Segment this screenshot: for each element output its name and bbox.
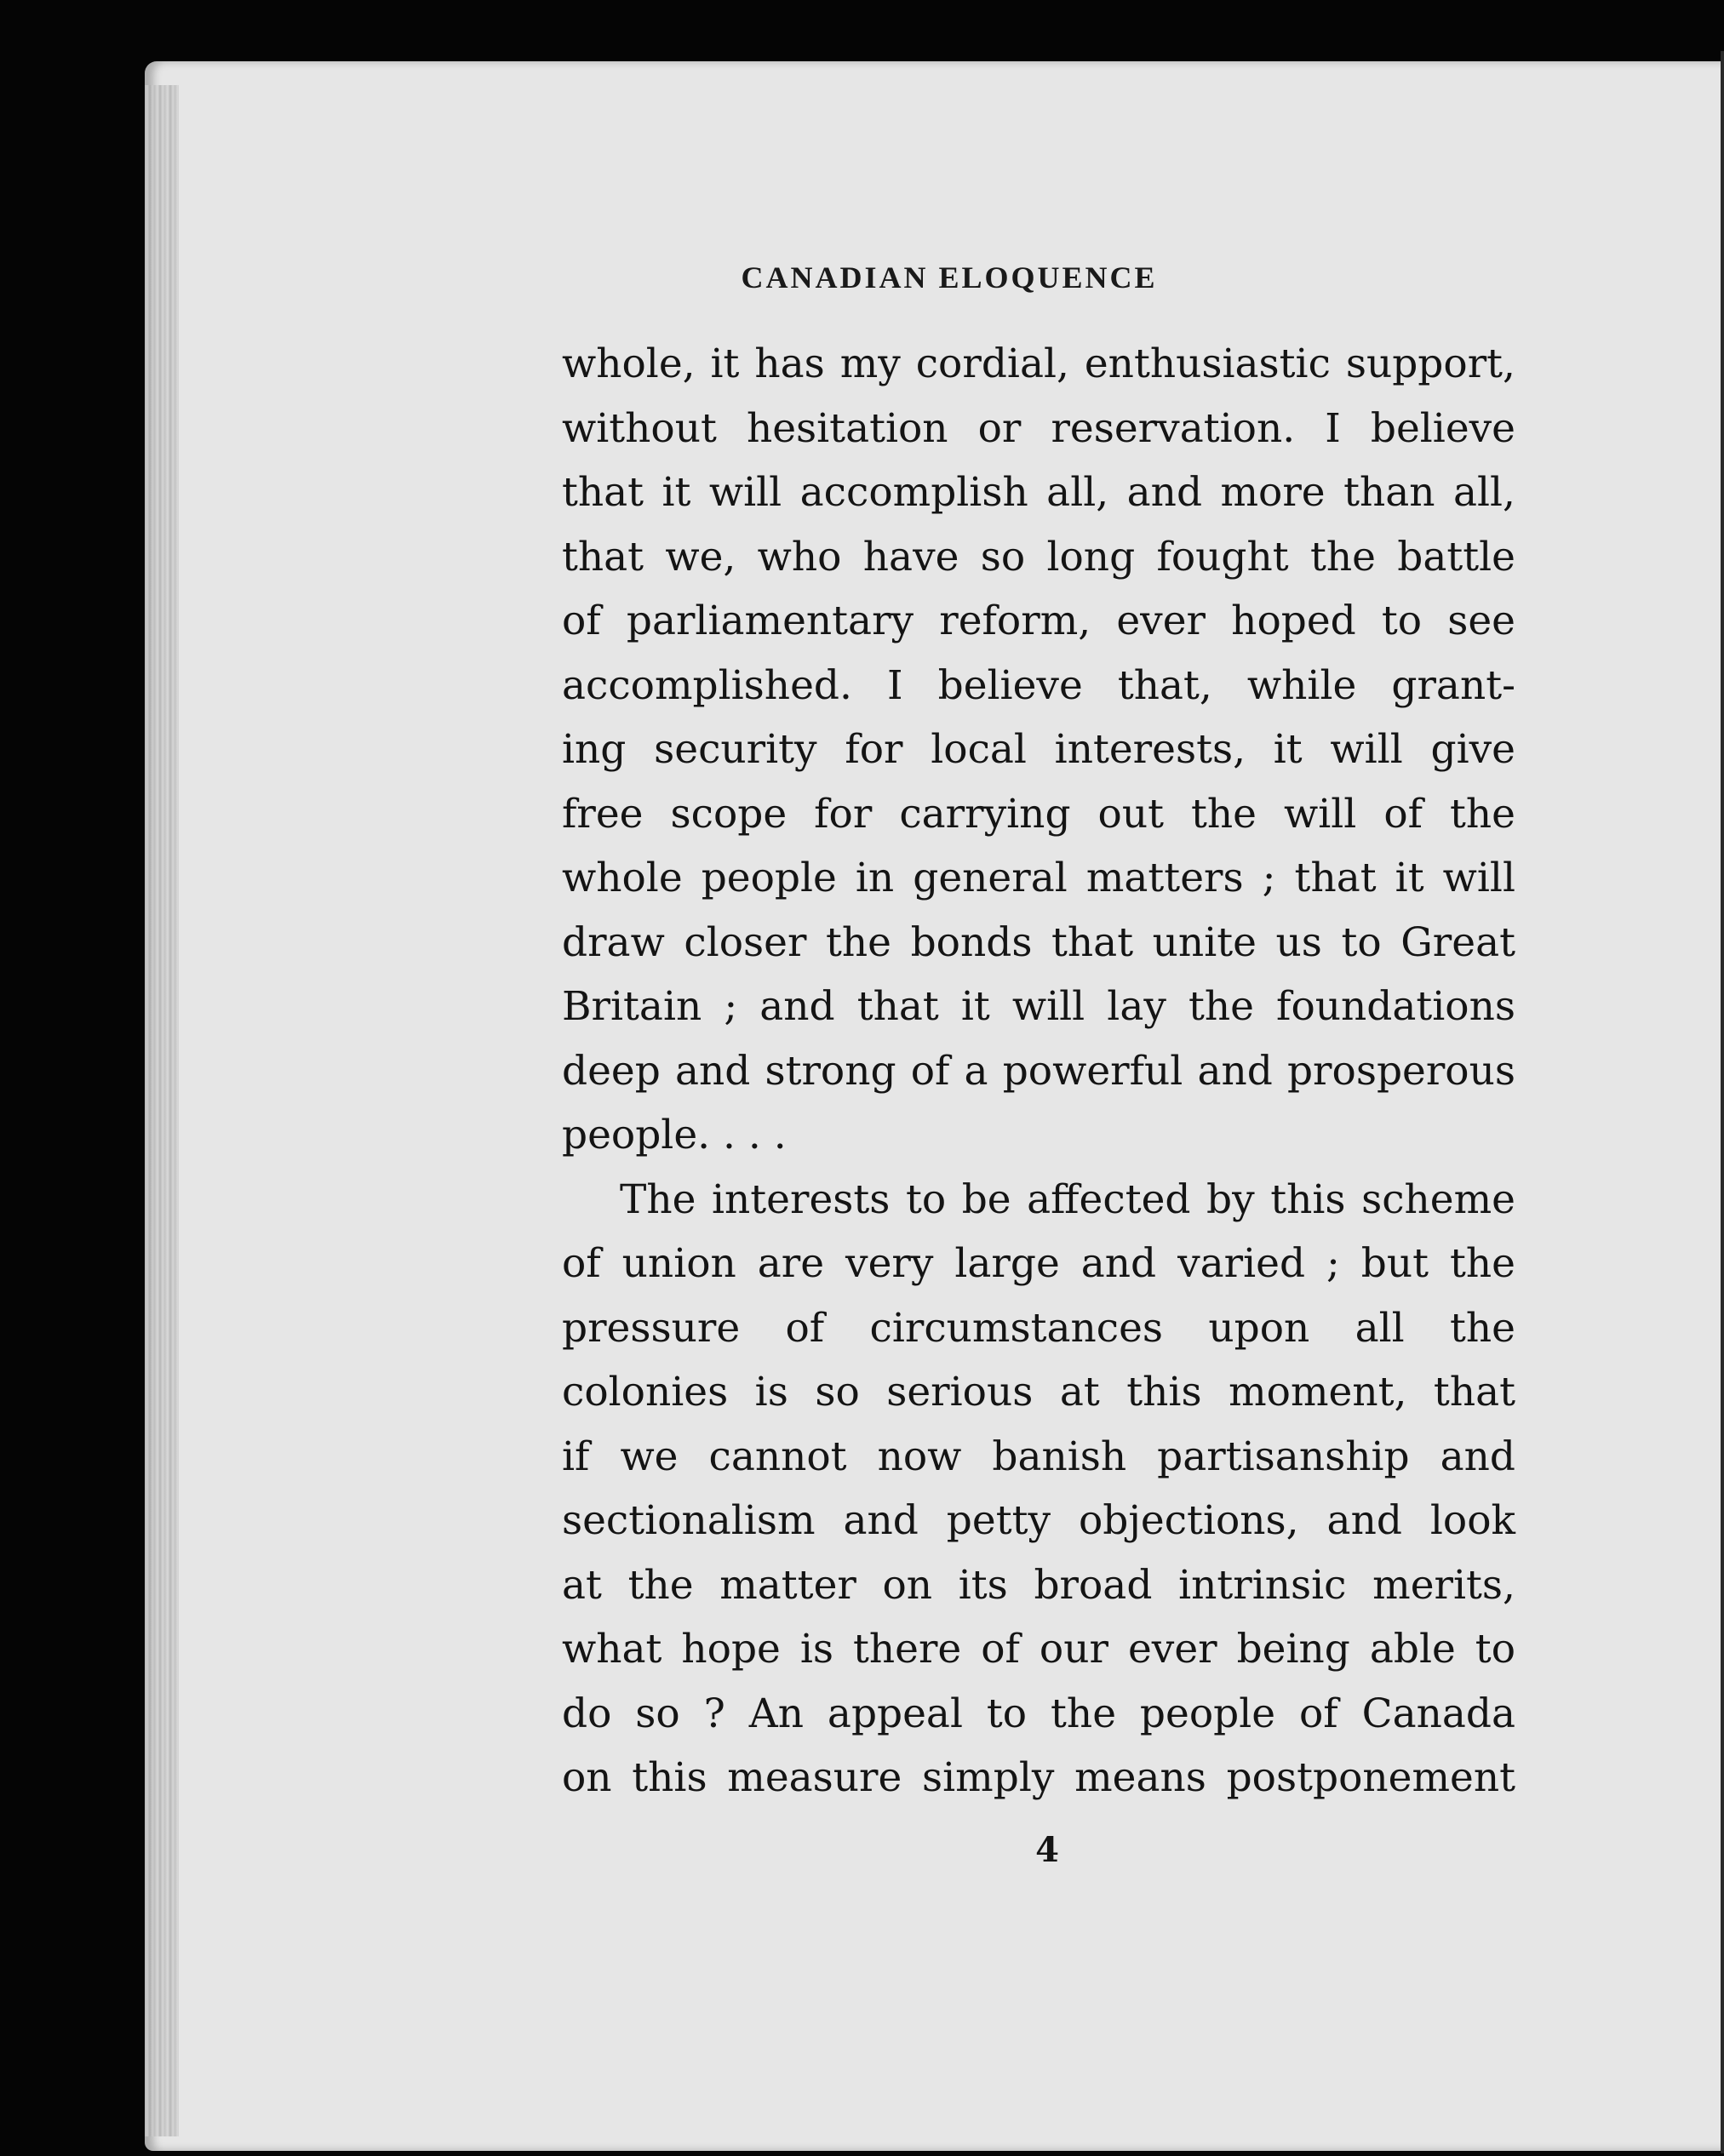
text-line: what hope is there of our ever being able to: [562, 1626, 1515, 1673]
text-line: The interests to be affected by this scheme: [620, 1175, 1515, 1223]
text-line: ing security for local interests, it will give: [562, 726, 1515, 773]
text-line: draw closer the bonds that unite us to Great: [562, 918, 1515, 966]
page-number: 4: [1035, 1830, 1059, 1870]
text-line: whole people in general matters ; that it will: [562, 855, 1515, 901]
text-line: sectionalism and petty objections, and look: [562, 1497, 1515, 1544]
text-line: do so ? An appeal to the people of Canada: [562, 1690, 1515, 1737]
text-line: accomplished. I believe that, while grant-: [562, 661, 1515, 709]
text-line: of parliamentary reform, ever hoped to see: [562, 598, 1515, 644]
text-line: that it will accomplish all, and more than all,: [562, 469, 1515, 516]
body-text: [562, 332, 1515, 1810]
text-line: of union are very large and varied ; but the: [562, 1240, 1515, 1287]
page-gutter-edge: [145, 85, 179, 2136]
page-right-edge: [1721, 51, 1724, 2153]
text-line: Britain ; and that it will lay the foundations: [562, 983, 1515, 1030]
text-line: pressure of circumstances upon all the: [562, 1304, 1515, 1352]
text-line: that we, who have so long fought the battle: [562, 533, 1515, 580]
text-line: without hesitation or reservation. I believe: [562, 404, 1515, 452]
text-line: if we cannot now banish partisanship and: [562, 1433, 1515, 1480]
text-line: whole, it has my cordial, enthusiastic support,: [562, 340, 1515, 387]
text-line: on this measure simply means postponement: [562, 1754, 1515, 1801]
text-line: deep and strong of a powerful and prosperous: [562, 1047, 1515, 1095]
text-line: free scope for carrying out the will of the: [562, 790, 1515, 838]
text-line: people. . . .: [562, 1112, 787, 1158]
text-line: colonies is so serious at this moment, that: [562, 1369, 1515, 1415]
running-head: CANADIAN ELOQUENCE: [741, 260, 1158, 295]
text-line: at the matter on its broad intrinsic merits,: [562, 1561, 1515, 1609]
